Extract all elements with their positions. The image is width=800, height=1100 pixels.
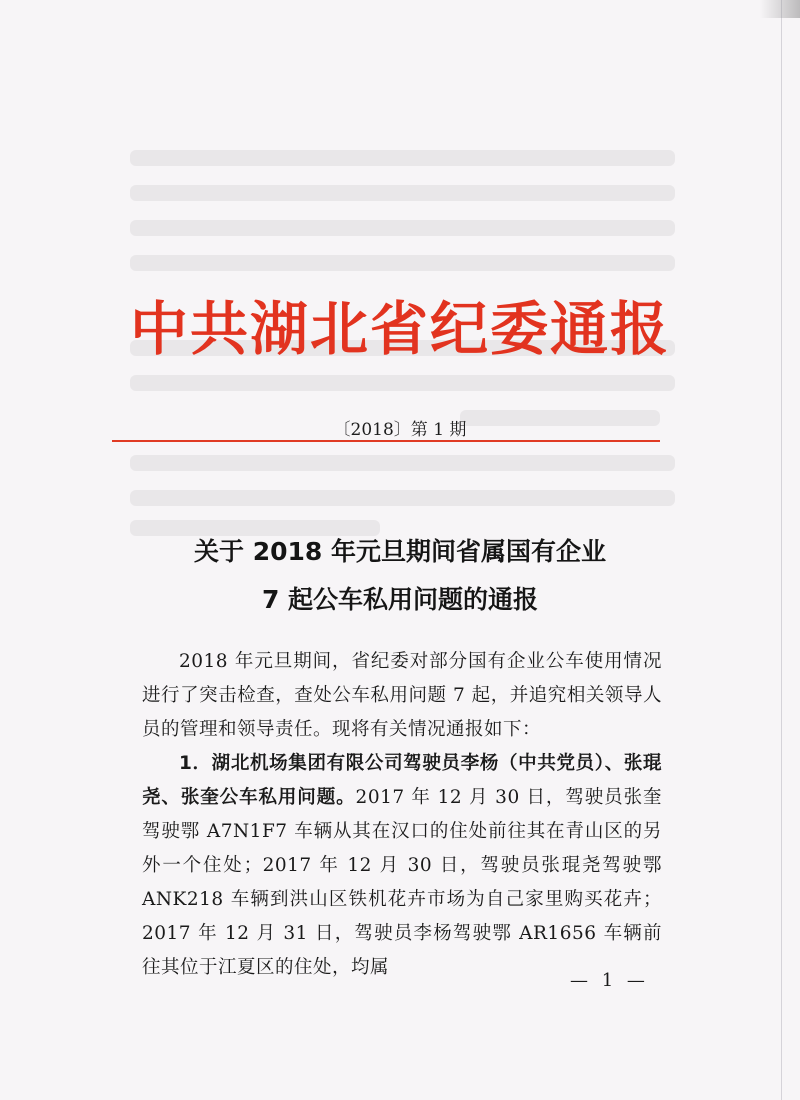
document-title-line-2: 7 起公车私用问题的通报 [261, 585, 539, 614]
masthead-title: 中共湖北省纪委通报 [129, 295, 670, 363]
document-body [142, 645, 662, 985]
issue-number: 〔2018〕第 1 期 [333, 420, 467, 440]
bleed-through-line [130, 375, 675, 391]
scan-right-edge [781, 0, 782, 1100]
bleed-through-line [130, 150, 675, 166]
bleed-through-line [130, 220, 675, 236]
bleed-through-line [130, 455, 675, 471]
intro-paragraph: 2018 年元旦期间，省纪委对部分国有企业公车使用情况进行了突击检查，查处公车私用问题 7 起，并追究相关领导人员的管理和领导责任。现将有关情况通报如下： [142, 651, 662, 740]
bleed-through-line [130, 490, 675, 506]
item-1-heading: 1．湖北机场集团有限公司驾驶员李杨（中共党员）、张琨尧、张奎公车私用问题。 [142, 753, 662, 808]
bleed-through-line [130, 185, 675, 201]
red-divider-rule [112, 440, 660, 442]
item-1-paragraph [142, 747, 662, 985]
document-title-line-1: 关于 2018 年元旦期间省属国有企业 [194, 537, 606, 566]
item-1-text: 2017 年 12 月 30 日，驾驶员张奎驾驶鄂 A7N1F7 车辆从其在汉口的住处前往其在青山区的另外一个住处；2017 年 12 月 30 日，驾驶员张琨尧驾驶鄂 ANK218 车辆到洪山区铁机花卉市场为自己家里购买花卉；2017 年 12 月 31 日，驾驶员李杨驾驶鄂 AR1656 车辆前往其位于江夏区的住处，均属 [142, 787, 662, 978]
page-number: — 1 — [570, 970, 649, 991]
bleed-through-line [130, 255, 675, 271]
scan-edge-mark [760, 0, 800, 18]
